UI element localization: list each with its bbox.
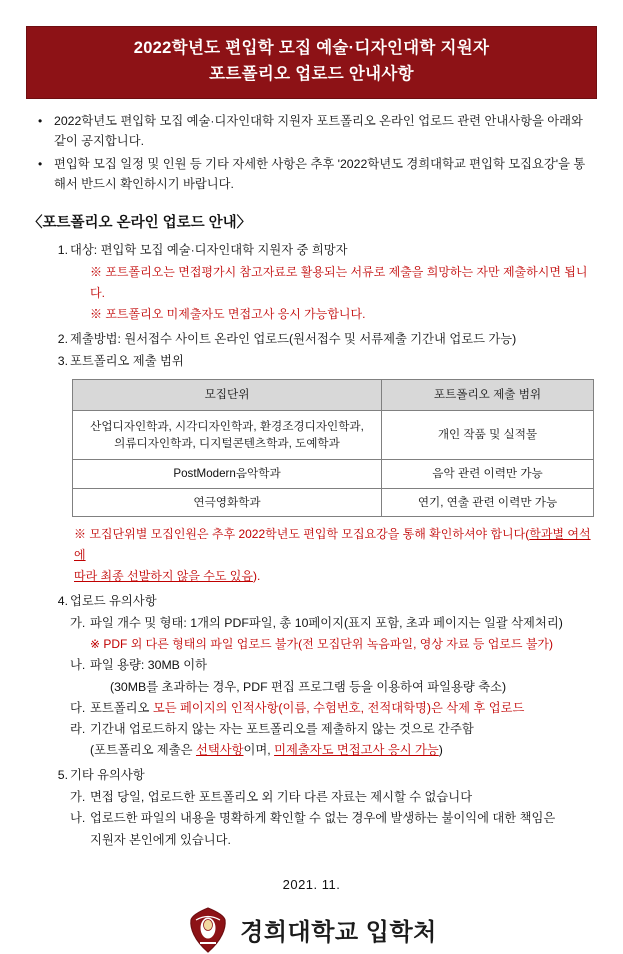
- intro-bullet-1: [32, 112, 597, 152]
- bullet-icon: •: [38, 156, 43, 171]
- item-4-sub-d-detail-post: ): [438, 742, 443, 757]
- table-cell-unit-line-1: 산업디자인학과, 시각디자인학과, 환경조경디자인학과,: [90, 419, 364, 433]
- item-4-sub-b-text: 파일 용량: 30MB 이하: [90, 658, 208, 673]
- intro-bullet-2: [32, 155, 597, 195]
- item-3: [57, 351, 597, 372]
- item-4-sub-c-text-highlight: 모든 페이지의 인적사항(이름, 수험번호, 전적대학명)은 삭제 후 업로드: [152, 700, 525, 715]
- item-4-sub-d-text: 기간내 업로드하지 않는 자는 포트폴리오를 제출하지 않는 것으로 간주함: [90, 721, 474, 736]
- item-3-number: 3.: [57, 354, 68, 369]
- table-header-scope: 포트폴리오 제출 범위: [382, 380, 594, 410]
- portfolio-scope-table-wrap: [70, 379, 597, 517]
- item-3-note-pre: ※ 모집단위별 모집인원은 추후 2022학년도 편입학 모집요강을 통해 확인하셔야 합니다(: [74, 527, 530, 542]
- university-name: 경희대학교 입학처: [240, 919, 437, 947]
- item-4-sub-d-detail-pre: (포트폴리오 제출은: [90, 742, 196, 757]
- item-4-sub-b-detail: (30MB를 초과하는 경우, PDF 편집 프로그램 등을 이용하여 파일용량 축소): [110, 679, 507, 694]
- item-4-sub-b: [70, 655, 597, 676]
- table-cell-scope: 개인 작품 및 실적물: [382, 410, 594, 460]
- item-5-sub-b-text: 업로드한 파일의 내용을 명확하게 확인할 수 없는 경우에 발생하는 불이익에 대한 책임은: [90, 811, 556, 826]
- bullet-icon: •: [38, 114, 43, 129]
- table-cell-unit: 연극영화학과: [73, 488, 382, 516]
- banner-line-2: 포트폴리오 업로드 안내사항: [209, 64, 414, 83]
- intro-bullet-2-text: 편입학 모집 일정 및 인원 등 기타 자세한 사항은 추후 '2022학년도 경희대학교 편입학 모집요강'을 통해서 반드시 확인하시기 바랍니다.: [54, 156, 586, 191]
- item-4: [57, 591, 597, 612]
- item-5-number: 5.: [57, 768, 68, 783]
- item-4-sub-d-detail: [70, 740, 597, 761]
- item-5-text: 기타 유의사항: [70, 768, 145, 783]
- item-4-sub-c-marker: 다.: [70, 700, 86, 715]
- table-header-unit: 모집단위: [73, 380, 382, 410]
- section-heading: 〈포트폴리오 온라인 업로드 안내〉: [28, 214, 252, 231]
- item-3-note-underline-1: 학과별 여석에: [74, 527, 591, 563]
- table-cell-unit: [73, 410, 382, 460]
- item-5-sub-a-text: 면접 당일, 업로드한 포트폴리오 외 기타 다른 자료는 제시할 수 없습니다: [90, 790, 473, 805]
- footer-logo-row: [26, 906, 597, 954]
- item-4-sub-a-marker: 가.: [70, 616, 86, 631]
- document-page: [0, 26, 623, 947]
- numbered-list: [26, 240, 597, 851]
- item-5-sub-b: [70, 808, 597, 829]
- item-1-note-2: ※ 포트폴리오 미제출자도 면접고사 응시 가능합니다.: [90, 306, 366, 321]
- university-emblem-icon: [186, 906, 230, 954]
- title-banner: [26, 26, 597, 99]
- item-2-text: 제출방법: 원서접수 사이트 온라인 업로드(원서접수 및 서류제출 기간내 업로드 가능): [70, 331, 517, 346]
- item-4-sub-c: [70, 698, 597, 719]
- item-4-sub-d-detail-underline-2: 미제출자도 면접고사 응시 가능: [274, 742, 439, 757]
- document-date: 2021. 11.: [282, 876, 341, 892]
- item-1-note-1: ※ 포트폴리오는 면접평가시 참고자료로 활용되는 서류로 제출을 희망하는 자만 제출하시면 됩니다.: [90, 264, 588, 300]
- item-4-sub-d-detail-mid: 이며,: [243, 742, 275, 757]
- item-4-text: 업로드 유의사항: [70, 594, 157, 609]
- item-4-sub-b-marker: 나.: [70, 658, 86, 673]
- item-3-text: 포트폴리오 제출 범위: [70, 354, 184, 369]
- intro-bullet-1-text: 2022학년도 편입학 모집 예술·디자인대학 지원자 포트폴리오 온라인 업로드 관련 안내사항을 아래와 같이 공지합니다.: [54, 114, 583, 149]
- portfolio-scope-table: [72, 379, 594, 517]
- item-3-note: [70, 524, 597, 587]
- item-5-sub-b-marker: 나.: [70, 811, 86, 826]
- item-1: [57, 240, 597, 261]
- item-4-sub-c-text-pre: 포트폴리오: [90, 700, 153, 715]
- table-cell-unit: PostModern음악학과: [73, 460, 382, 488]
- item-4-sub-d-detail-underline-1: 선택사항: [195, 742, 244, 757]
- table-header-row: [73, 380, 594, 410]
- item-5-sub-a-marker: 가.: [70, 790, 86, 805]
- item-2: [57, 329, 597, 350]
- item-5-sub-a: [70, 787, 597, 808]
- item-3-note-post: ).: [252, 569, 261, 584]
- banner-line-1: 2022학년도 편입학 모집 예술·디자인대학 지원자: [133, 39, 490, 57]
- item-2-number: 2.: [57, 331, 68, 346]
- item-4-sub-d: [70, 719, 597, 740]
- table-row: [73, 460, 594, 488]
- table-cell-scope: 연기, 연출 관련 이력만 가능: [382, 488, 594, 516]
- item-4-number: 4.: [57, 594, 68, 609]
- item-4-sub-a-text: 파일 개수 및 형태: 1개의 PDF파일, 총 10페이지(표지 포함, 초과 페이지는 일괄 삭제처리): [90, 616, 563, 631]
- item-1-text: 대상: 편입학 모집 예술·디자인대학 지원자 중 희망자: [70, 242, 348, 257]
- item-1-number: 1.: [57, 242, 68, 257]
- item-5: [57, 765, 597, 786]
- table-cell-unit-line-2: 의류디자인학과, 디지털콘텐츠학과, 도예학과: [114, 436, 340, 450]
- item-4-sub-a: [70, 613, 597, 634]
- item-4-sub-d-marker: 라.: [70, 721, 86, 736]
- item-3-note-underline-2: 따라 최종 선발하지 않을 수도 있음: [74, 569, 253, 584]
- table-row: [73, 488, 594, 516]
- item-4-sub-a-note: ※ PDF 외 다른 형태의 파일 업로드 불가(전 모집단위 녹음파일, 영상 자료 등 업로드 불가): [90, 637, 554, 652]
- intro-list: [26, 112, 597, 195]
- table-row: [73, 410, 594, 460]
- table-cell-scope: 음악 관련 이력만 가능: [382, 460, 594, 488]
- item-5-sub-b-cont: 지원자 본인에게 있습니다.: [90, 832, 231, 847]
